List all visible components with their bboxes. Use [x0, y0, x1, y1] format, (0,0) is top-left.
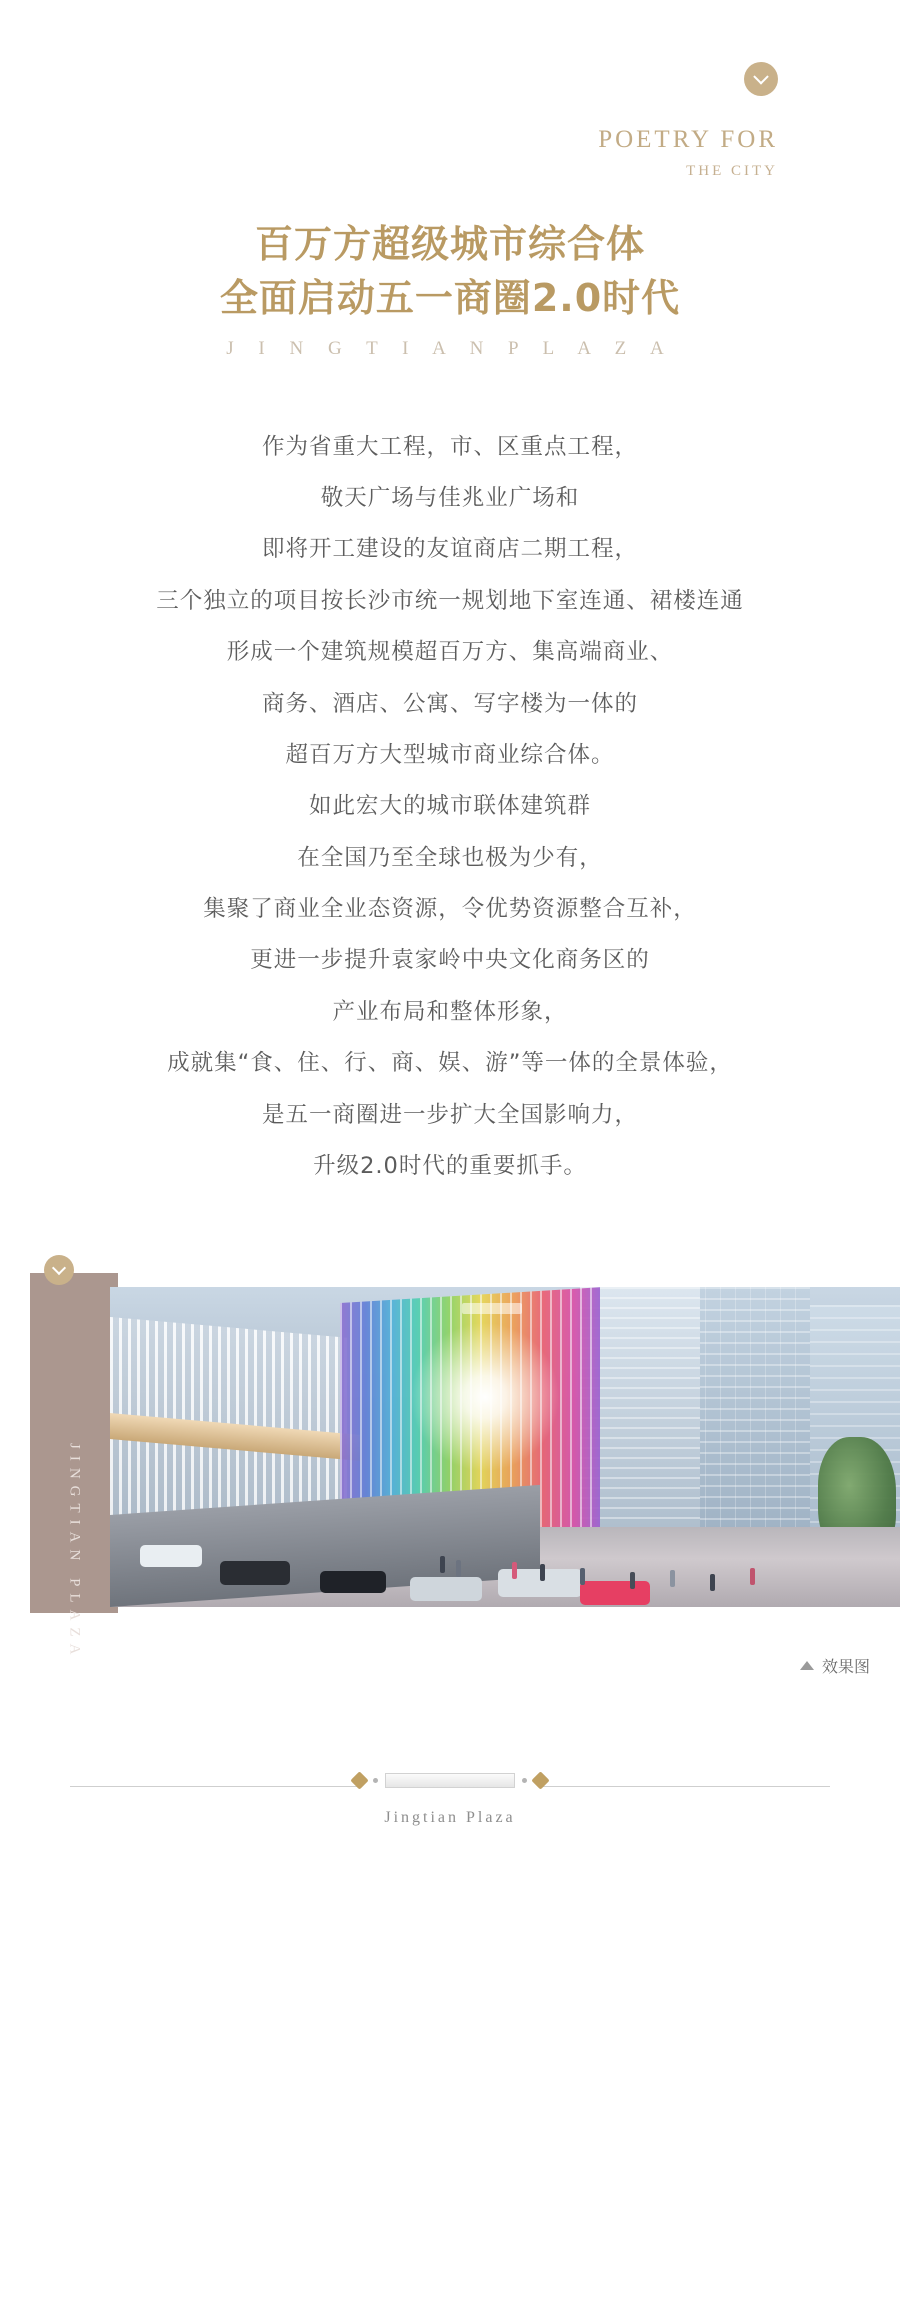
- body-paragraph: 商务、酒店、公寓、写字楼为一体的: [261, 690, 638, 717]
- title-line-1: 百万方超级城市综合体: [254, 221, 645, 266]
- body-paragraph: 形成一个建筑规模超百万方、集高端商业、: [226, 639, 674, 666]
- title-line-2: 全面启动五一商圈2.0时代: [219, 275, 681, 320]
- divider-line-left: [70, 1786, 360, 1787]
- car: [140, 1545, 202, 1567]
- facade-signage: [462, 1303, 522, 1314]
- car: [320, 1571, 386, 1593]
- triangle-up-icon: [800, 1661, 814, 1670]
- body-paragraph: 敬天广场与佳兆业广场和: [320, 485, 580, 512]
- diamond-icon: [350, 1772, 368, 1790]
- footer-brand-label: Jingtian Plaza: [384, 1809, 516, 1827]
- pedestrian: [670, 1570, 675, 1587]
- rendering-section: [0, 1243, 900, 1677]
- image-caption: [800, 1654, 870, 1677]
- car: [410, 1577, 482, 1601]
- poster-header: [0, 0, 900, 180]
- diamond-icon: [531, 1772, 549, 1790]
- pedestrian: [630, 1572, 635, 1589]
- pedestrian: [540, 1564, 545, 1581]
- chevron-down-circle-icon: [744, 62, 778, 96]
- light-glow: [410, 1322, 560, 1472]
- image-caption-label: 效果图: [821, 1659, 870, 1677]
- side-panel: [30, 1273, 118, 1662]
- pedestrian: [456, 1560, 461, 1577]
- dot-icon: [373, 1778, 378, 1783]
- pedestrian: [440, 1556, 445, 1573]
- pedestrian: [750, 1568, 755, 1585]
- car: [580, 1581, 650, 1605]
- body-paragraph: 即将开工建设的友谊商店二期工程，: [261, 536, 638, 563]
- body-paragraph: 三个独立的项目按长沙市统一规划地下室连通、裙楼连通: [156, 587, 744, 614]
- body-paragraph: 成就集“食、住、行、商、娱、游”等一体的全景体验，: [167, 1050, 733, 1077]
- pedestrian: [512, 1562, 517, 1579]
- body-paragraph: 在全国乃至全球也极为少有，: [297, 844, 603, 871]
- body-paragraph: 产业布局和整体形象，: [332, 998, 568, 1025]
- page-title: [0, 218, 900, 360]
- body-paragraph: 如此宏大的城市联体建筑群: [308, 793, 591, 820]
- pedestrian: [580, 1568, 585, 1585]
- dot-icon: [522, 1778, 527, 1783]
- title-subtitle: J I N G T I A N P L A Z A: [226, 337, 674, 359]
- ornament-bar: [385, 1773, 515, 1788]
- pedestrian: [710, 1574, 715, 1591]
- body-paragraph: 是五一商圈进一步扩大全国影响力，: [261, 1101, 638, 1128]
- body-paragraph: 集聚了商业全业态资源，令优势资源整合互补，: [203, 896, 697, 923]
- footer-divider: [70, 1773, 830, 1799]
- car: [220, 1561, 290, 1585]
- project-rendering-image: [110, 1287, 900, 1607]
- poster-footer: [0, 1773, 900, 1887]
- side-panel-label: JINGTIAN PLAZA: [66, 1443, 83, 1662]
- header-tagline-primary: POETRY FOR: [598, 126, 778, 153]
- divider-line-right: [540, 1786, 830, 1787]
- body-paragraph: 升级2.0时代的重要抓手。: [313, 1152, 587, 1179]
- header-tagline-secondary: THE CITY: [686, 162, 778, 179]
- body-paragraph: 作为省重大工程，市、区重点工程，: [261, 433, 638, 460]
- footer-ornament: [353, 1773, 547, 1788]
- body-copy: [0, 432, 900, 1182]
- body-paragraph: 超百万方大型城市商业综合体。: [285, 741, 615, 768]
- body-paragraph: 更进一步提升袁家岭中央文化商务区的: [250, 947, 650, 974]
